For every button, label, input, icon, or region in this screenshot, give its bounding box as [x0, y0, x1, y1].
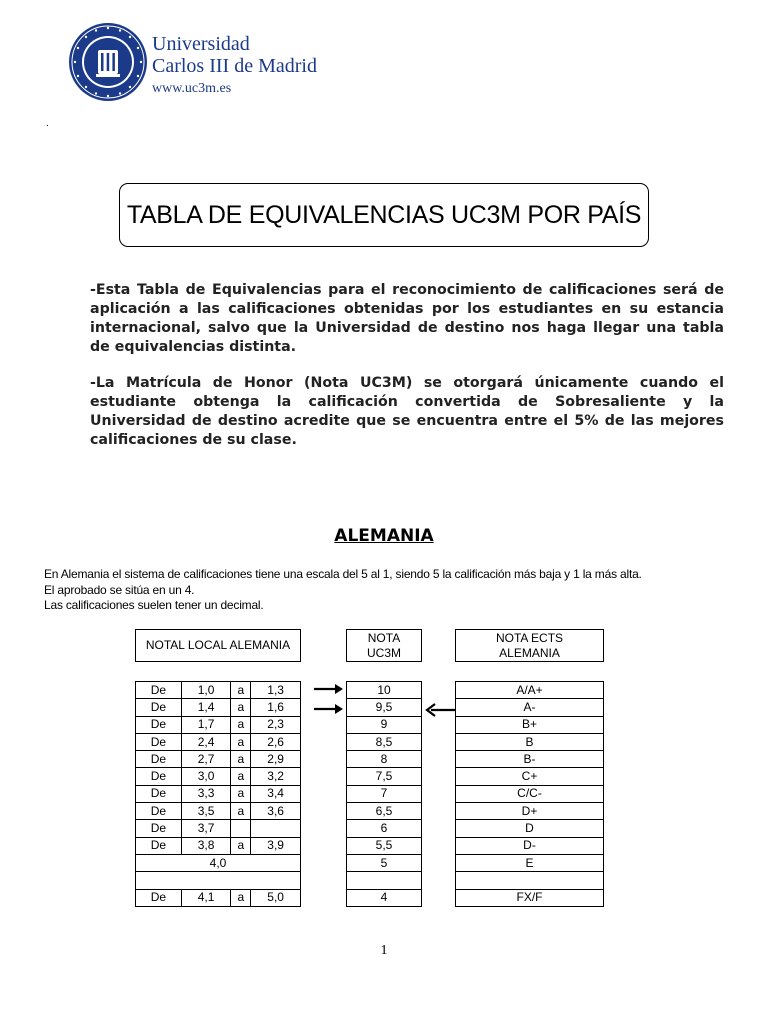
table-cell: C+ [456, 768, 604, 785]
table-cell: 3,6 [251, 803, 301, 820]
table-row [347, 699, 422, 716]
table-row [456, 699, 604, 716]
table-row [456, 733, 604, 750]
table-row [136, 699, 301, 716]
table-row [456, 872, 604, 889]
table-row [347, 837, 422, 854]
page-title: TABLA DE EQUIVALENCIAS UC3M POR PAÍS [119, 183, 649, 247]
university-name-line2: Carlos III de Madrid [152, 55, 317, 77]
table-row [136, 733, 301, 750]
table-row [136, 768, 301, 785]
table-row [136, 682, 301, 699]
table-cell: C/C- [456, 785, 604, 802]
header-uc3m-line2: UC3M [366, 645, 401, 660]
university-website: www.uc3m.es [152, 81, 232, 96]
table-row [136, 872, 301, 889]
ects-grade-table [455, 681, 604, 907]
university-name-line1: Universidad [152, 33, 250, 55]
table-cell: 3,4 [251, 785, 301, 802]
table-row [456, 785, 604, 802]
table-cell: a [231, 716, 251, 733]
table-cell: B+ [456, 716, 604, 733]
table-cell: 4,0 [136, 854, 301, 871]
table-cell: 2,7 [181, 751, 231, 768]
table-row [347, 751, 422, 768]
table-row [347, 682, 422, 699]
uc3m-grade-table [346, 681, 422, 907]
table-cell: D- [456, 837, 604, 854]
table-cell [136, 872, 301, 889]
page-number: 1 [380, 943, 388, 958]
table-cell: 3,3 [181, 785, 231, 802]
table-cell: 1,0 [181, 682, 231, 699]
table-row [136, 837, 301, 854]
table-cell: 2,3 [251, 716, 301, 733]
table-cell: 3,8 [181, 837, 231, 854]
table-cell: 6,5 [347, 803, 422, 820]
table-cell: a [231, 733, 251, 750]
table-cell: De [136, 716, 182, 733]
table-cell: 3,0 [181, 768, 231, 785]
table-cell: 5,5 [347, 837, 422, 854]
table-row [456, 751, 604, 768]
table-row [456, 837, 604, 854]
table-row [456, 716, 604, 733]
table-row [136, 854, 301, 871]
table-cell: 8 [347, 751, 422, 768]
left-arrow-icon [425, 703, 455, 717]
table-cell: D [456, 820, 604, 837]
table-cell: 7,5 [347, 768, 422, 785]
table-cell: A/A+ [456, 682, 604, 699]
table-cell: 3,9 [251, 837, 301, 854]
table-cell: B [456, 733, 604, 750]
table-cell: B- [456, 751, 604, 768]
local-grade-table [135, 681, 301, 907]
table-cell: 1,3 [251, 682, 301, 699]
table-cell: FX/F [456, 889, 604, 906]
table-cell: 1,7 [181, 716, 231, 733]
table-cell: De [136, 820, 182, 837]
table-cell [456, 872, 604, 889]
table-cell: a [231, 803, 251, 820]
table-cell: De [136, 682, 182, 699]
table-cell: E [456, 854, 604, 871]
table-cell: De [136, 768, 182, 785]
table-cell: 10 [347, 682, 422, 699]
table-cell [251, 820, 301, 837]
table-cell: 2,4 [181, 733, 231, 750]
table-row [136, 751, 301, 768]
table-row [347, 768, 422, 785]
table-row [136, 889, 301, 906]
table-cell: a [231, 837, 251, 854]
section-description [44, 567, 642, 614]
table-row [347, 716, 422, 733]
table-cell: De [136, 803, 182, 820]
table-cell: a [231, 751, 251, 768]
table-cell: 5,0 [251, 889, 301, 906]
intro-paragraph-2: -La Matrícula de Honor (Nota UC3M) se otorgará únicamente cuando el estudiante obtenga la calificación convertida de Sobresaliente y la Universidad de destino acredite que se encuentra entre el 5% de las mejores calificaciones de su clase. [90, 375, 724, 448]
table-row [347, 803, 422, 820]
description-line: En Alemania el sistema de calificaciones tiene una escala del 5 al 1, siendo 5 la calificación más baja y 1 la más alta. [44, 567, 642, 581]
table-row [347, 820, 422, 837]
section-title: ALEMANIA [334, 526, 434, 546]
table-cell: a [231, 699, 251, 716]
table-row [136, 785, 301, 802]
table-cell: De [136, 733, 182, 750]
table-cell: a [231, 682, 251, 699]
table-row [136, 716, 301, 733]
header-local-grade: NOTAL LOCAL ALEMANIA [135, 629, 301, 662]
right-arrow-icon [313, 703, 343, 715]
table-row [347, 872, 422, 889]
table-cell: De [136, 785, 182, 802]
header-ects-grade [455, 629, 604, 662]
table-cell: A- [456, 699, 604, 716]
header-ects-line2: ALEMANIA [499, 645, 560, 660]
intro-paragraph-1: -Esta Tabla de Equivalencias para el reconocimiento de calificaciones será de aplicación a las calificaciones obtenidas por los estudiantes en su estancia internacional, salvo que la Universidad de destino nos haga llegar una tabla de equivalencias distinta. [90, 282, 724, 355]
table-cell: De [136, 699, 182, 716]
table-row [456, 682, 604, 699]
table-row [456, 803, 604, 820]
table-cell: De [136, 751, 182, 768]
description-line: Las calificaciones suelen tener un decimal. [44, 598, 264, 612]
table-cell [231, 820, 251, 837]
table-cell: 3,7 [181, 820, 231, 837]
table-cell: 3,2 [251, 768, 301, 785]
table-cell: 1,4 [181, 699, 231, 716]
university-name-block [152, 34, 317, 100]
table-cell: 5 [347, 854, 422, 871]
table-cell: 7 [347, 785, 422, 802]
table-cell: 9,5 [347, 699, 422, 716]
table-cell: De [136, 837, 182, 854]
table-cell: 9 [347, 716, 422, 733]
table-cell: 1,6 [251, 699, 301, 716]
table-cell [347, 872, 422, 889]
table-cell: 6 [347, 820, 422, 837]
right-arrow-icon [313, 683, 343, 695]
description-line: El aprobado se sitúa en un 4. [44, 582, 195, 597]
header-uc3m-line1: NOTA [367, 630, 401, 645]
stray-dot: . [46, 118, 49, 129]
table-row [136, 803, 301, 820]
table-row [456, 820, 604, 837]
table-cell: 8,5 [347, 733, 422, 750]
table-cell: D+ [456, 803, 604, 820]
table-row [347, 889, 422, 906]
university-seal-logo [68, 22, 148, 102]
header-uc3m-grade [346, 629, 422, 662]
table-row [347, 854, 422, 871]
table-cell: a [231, 785, 251, 802]
table-cell: 4,1 [181, 889, 231, 906]
table-cell: 2,9 [251, 751, 301, 768]
table-cell: De [136, 889, 182, 906]
table-cell: a [231, 889, 251, 906]
table-row [347, 785, 422, 802]
header-ects-line1: NOTA ECTS [495, 630, 564, 645]
table-row [136, 820, 301, 837]
table-row [347, 733, 422, 750]
table-cell: 4 [347, 889, 422, 906]
table-cell: 2,6 [251, 733, 301, 750]
table-cell: a [231, 768, 251, 785]
table-cell: 3,5 [181, 803, 231, 820]
table-row [456, 889, 604, 906]
table-row [456, 854, 604, 871]
table-row [456, 768, 604, 785]
